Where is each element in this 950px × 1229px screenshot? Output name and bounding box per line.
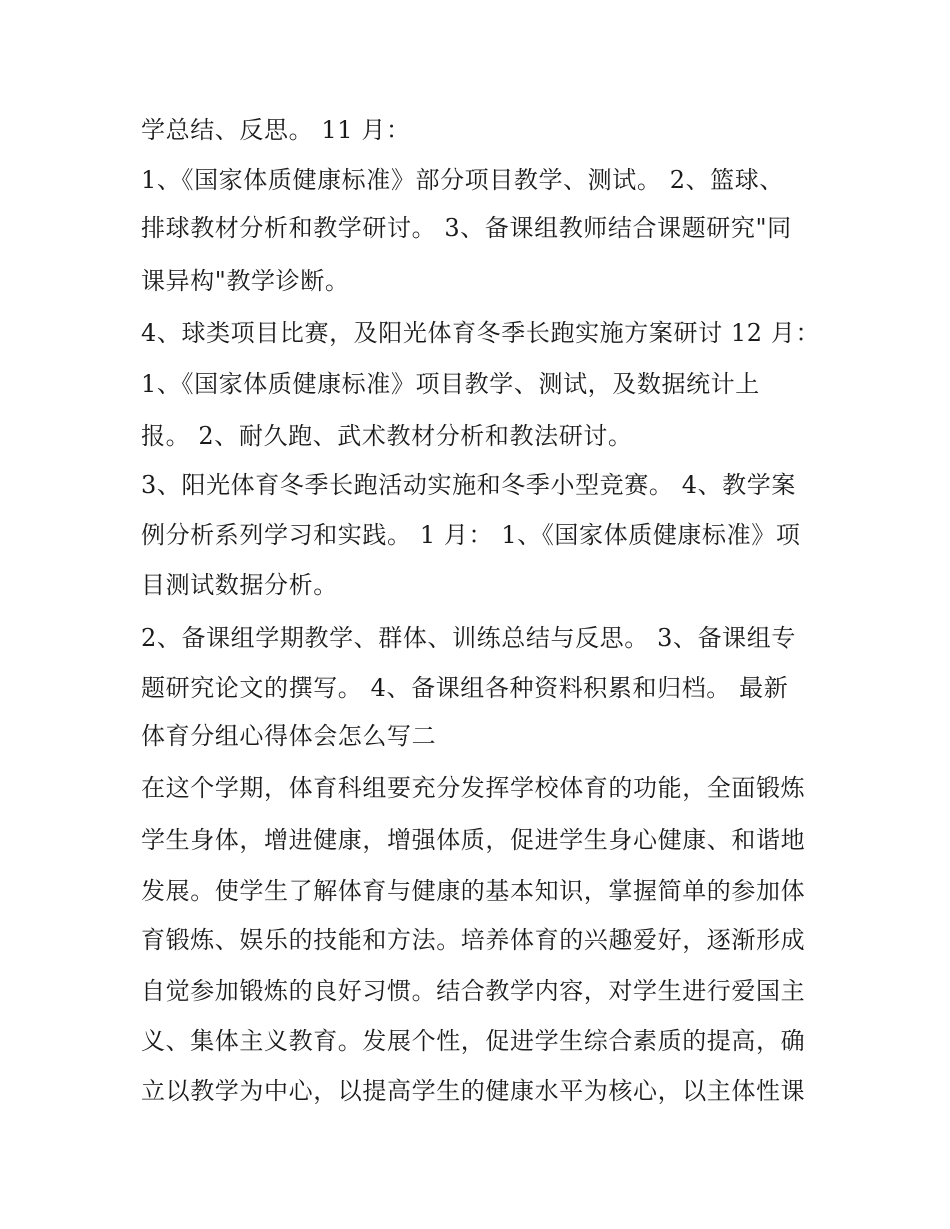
text-line-11: 2、备课组学期教学、群体、训练总结与反思。 3、备课组专	[141, 624, 796, 652]
text-line-12: 题研究论文的撰写。 4、备课组各种资料积累和归档。 最新	[141, 674, 789, 702]
text-line-20: 立以教学为中心，以提高学生的健康水平为核心，以主体性课	[141, 1077, 806, 1105]
text-line-15: 学生身体，增进健康，增强体质，促进学生身心健康、和谐地	[141, 826, 806, 854]
text-line-7: 报。 2、耐久跑、武术教材分析和教法研讨。	[141, 422, 633, 450]
text-line-18: 自觉参加锻炼的良好习惯。结合教学内容，对学生进行爱国主	[141, 977, 806, 1005]
text-line-4: 课异构"教学诊断。	[141, 267, 350, 295]
text-line-6: 1、《国家体质健康标准》项目教学、测试，及数据统计上	[141, 370, 760, 398]
text-line-3: 排球教材分析和教学研讨。 3、备课组教师结合课题研究"同	[141, 214, 792, 242]
text-line-2: 1、《国家体质健康标准》部分项目教学、测试。 2、篮球、	[141, 166, 784, 194]
text-line-14: 在这个学期，体育科组要充分发挥学校体育的功能，全面锻炼	[141, 774, 806, 802]
text-line-16: 发展。使学生了解体育与健康的基本知识，掌握简单的参加体	[141, 877, 806, 905]
text-line-10: 目测试数据分析。	[141, 571, 338, 599]
text-line-13: 体育分组心得体会怎么写二	[141, 722, 437, 750]
text-line-1: 学总结、反思。 11 月：	[141, 116, 411, 144]
text-line-8: 3、阳光体育冬季长跑活动实施和冬季小型竞赛。 4、教学案	[141, 471, 796, 499]
text-line-19: 义、集体主义教育。发展个性，促进学生综合素质的提高，确	[141, 1027, 806, 1055]
text-line-9: 例分析系列学习和实践。 1 月： 1、《国家体质健康标准》项	[141, 521, 801, 549]
text-line-5: 4、球类项目比赛，及阳光体育冬季长跑实施方案研讨 12 月：	[141, 319, 821, 347]
text-line-17: 育锻炼、娱乐的技能和方法。培养体育的兴趣爱好，逐渐形成	[141, 926, 806, 954]
